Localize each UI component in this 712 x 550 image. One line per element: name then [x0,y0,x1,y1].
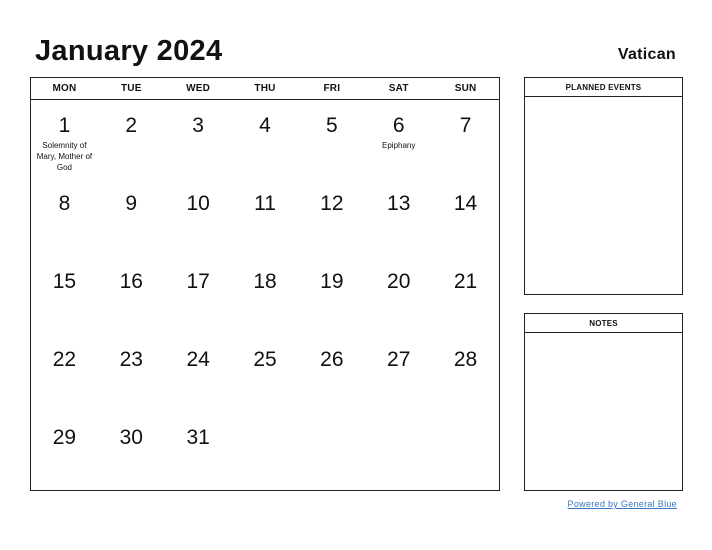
day-number: 5 [326,114,338,137]
day-cell [365,178,432,256]
day-number: 18 [253,270,277,293]
day-cell [432,178,499,256]
day-cell [98,256,165,334]
day-number: 13 [387,192,411,215]
notes-title: NOTES [525,314,682,333]
weekday-fri: FRI [323,83,341,94]
day-cell [165,100,232,178]
powered-by-link[interactable]: Powered by General Blue [567,499,677,509]
day-cell [365,334,432,412]
day-number: 25 [253,348,277,371]
day-number: 22 [52,348,77,371]
day-number: 20 [387,270,411,293]
notes-box [524,313,683,491]
day-number: 30 [119,426,143,449]
empty-day-cell [298,412,365,490]
holiday-label: Solemnity of Mary, Mother of God [36,141,93,172]
holiday-label: Epiphany [382,141,416,150]
day-number: 21 [453,270,478,293]
day-cell [98,412,165,490]
day-number: 9 [125,192,138,215]
empty-day-cell [232,412,299,490]
day-cell [31,412,98,490]
planned-events-box [524,77,683,295]
day-number: 23 [119,348,143,371]
day-number: 8 [58,192,71,215]
day-cell [165,412,232,490]
weekday-header-row [31,78,499,100]
day-cell [232,334,299,412]
day-number: 7 [459,114,472,137]
day-cell [365,256,432,334]
weekday-sat: SAT [388,83,409,94]
day-cell [432,256,499,334]
day-cell [232,256,299,334]
weekday-tue: TUE [120,83,142,94]
day-number: 17 [186,270,210,293]
day-cell [98,178,165,256]
day-cell [31,334,98,412]
day-number: 19 [320,270,344,293]
day-cell [298,100,365,178]
day-number: 3 [192,114,204,137]
day-number: 4 [259,114,271,137]
day-cell [31,178,98,256]
day-cell [232,178,299,256]
empty-day-cell [365,412,432,490]
day-number: 16 [119,270,143,293]
empty-day-cell [432,412,499,490]
day-cell [31,256,98,334]
calendar-title: January 2024 [35,35,223,67]
day-number: 11 [254,192,276,215]
weekday-thu: THU [254,83,276,94]
day-cell [432,100,499,178]
day-cell [98,100,165,178]
weekday-mon: MON [52,83,77,94]
day-number: 10 [186,192,210,215]
day-cell [165,334,232,412]
country-label: Vatican [617,46,676,63]
day-number: 27 [387,348,411,371]
day-number: 14 [453,192,478,215]
day-number: 2 [125,114,138,137]
weekday-wed: WED [186,83,211,94]
day-cell [432,334,499,412]
calendar-grid [30,77,500,491]
day-cell [365,100,432,178]
day-number: 29 [52,426,77,449]
day-cell [232,100,299,178]
weekday-sun: SUN [454,83,477,94]
day-number: 15 [52,270,77,293]
day-cell [98,334,165,412]
day-cell [298,334,365,412]
day-cell [298,178,365,256]
day-number: 31 [186,426,210,449]
day-number: 12 [320,192,344,215]
day-number: 6 [392,114,405,137]
day-cell [298,256,365,334]
day-number: 26 [320,348,344,371]
planned-events-title: PLANNED EVENTS [525,78,682,97]
day-cell [165,256,232,334]
day-number: 1 [58,114,71,137]
calendar-weeks [31,100,499,490]
day-number: 28 [453,348,478,371]
day-cell [165,178,232,256]
day-cell [31,100,98,178]
day-number: 24 [186,348,210,371]
